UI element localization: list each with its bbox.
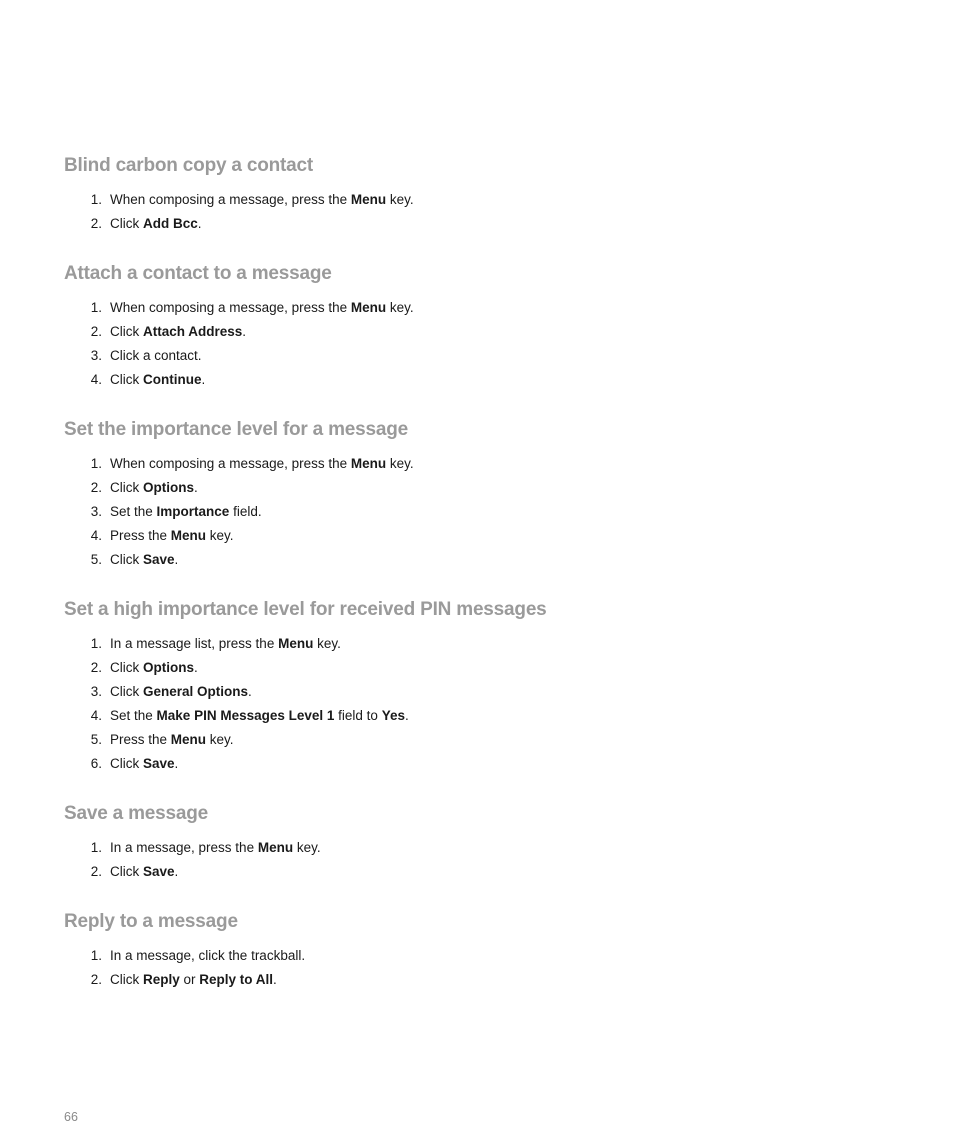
step-list [64, 944, 924, 992]
step-number: 2. [90, 972, 102, 987]
step-text [110, 968, 277, 992]
step-number: 1. [90, 636, 102, 651]
step-text-part: Click [110, 480, 143, 495]
ui-term: Options [143, 660, 194, 675]
section [64, 152, 924, 236]
step-number: 1. [90, 300, 102, 315]
section [64, 908, 924, 992]
step-text-part: Click [110, 660, 143, 675]
step-text-part: . [273, 972, 277, 987]
step-number: 3. [90, 504, 102, 519]
step-text [110, 368, 205, 392]
step-text-part: . [194, 660, 198, 675]
step-text-part: Set the [110, 504, 157, 519]
ui-term: Menu [350, 192, 387, 207]
step-text-part: Click [110, 972, 143, 987]
ui-term: Menu [278, 636, 314, 651]
step-text-part: Click [110, 372, 143, 387]
step-item [64, 344, 924, 368]
section [64, 800, 924, 884]
step-text-part: . [174, 552, 179, 567]
step-text-part: . [174, 864, 179, 879]
step-text [110, 320, 246, 344]
step-text-part: Click [110, 864, 143, 879]
ui-term: Save [143, 864, 175, 879]
step-text [110, 632, 341, 656]
ui-term: Options [143, 480, 194, 495]
step-text-part: Press the [110, 732, 171, 747]
section-title: Reply to a message [64, 911, 238, 932]
step-number: 5. [90, 732, 102, 747]
step-text-part: Click [110, 756, 143, 771]
step-item [64, 500, 924, 524]
step-number: 2. [90, 660, 102, 675]
ui-term: Reply [143, 972, 180, 987]
section [64, 596, 924, 776]
step-number: 2. [90, 324, 102, 339]
step-text-part: field. [229, 504, 262, 519]
step-text-part: field to [334, 708, 382, 723]
step-text-part: key. [313, 636, 341, 651]
step-text-part: Click a contact. [110, 348, 202, 363]
step-text-part: or [179, 972, 200, 987]
step-item [64, 452, 924, 476]
step-text-part: . [197, 216, 202, 231]
section-title: Attach a contact to a message [64, 263, 332, 284]
step-item [64, 704, 924, 728]
step-list [64, 188, 924, 236]
ui-term: Attach Address [143, 324, 243, 339]
step-text-part: . [174, 756, 179, 771]
step-text [110, 752, 178, 776]
document-content [64, 152, 924, 1016]
step-text [110, 548, 178, 572]
step-text-part: In a message, press the [110, 840, 258, 855]
step-text-part: Set the [110, 708, 157, 723]
step-item [64, 860, 924, 884]
step-text-part: . [248, 684, 252, 699]
ui-term: Continue [143, 372, 202, 387]
step-text-part: . [242, 324, 247, 339]
step-item [64, 752, 924, 776]
step-item [64, 296, 924, 320]
ui-term: Menu [257, 840, 294, 855]
step-text [110, 452, 414, 476]
step-text [110, 188, 414, 212]
ui-term: Importance [156, 504, 230, 519]
step-text [110, 704, 409, 728]
step-item [64, 632, 924, 656]
ui-term: Yes [381, 708, 405, 723]
section [64, 416, 924, 572]
step-text-part: . [201, 372, 206, 387]
step-number: 6. [90, 756, 102, 771]
step-text-part: key. [386, 300, 414, 315]
section-title: Blind carbon copy a contact [64, 155, 314, 176]
step-text-part: In a message, click the trackball. [110, 948, 306, 963]
step-number: 1. [90, 948, 102, 963]
step-number: 2. [90, 480, 102, 495]
step-item [64, 212, 924, 236]
step-text-part: . [194, 480, 198, 495]
ui-term: Save [143, 756, 175, 771]
step-item [64, 476, 924, 500]
page-number: 66 [64, 1110, 78, 1124]
step-text [110, 500, 262, 524]
step-item [64, 368, 924, 392]
step-text-part: key. [206, 528, 234, 543]
step-item [64, 188, 924, 212]
step-text [110, 296, 414, 320]
step-text-part: key. [386, 192, 414, 207]
section-title: Save a message [64, 803, 209, 824]
ui-term: Add Bcc [143, 216, 198, 231]
step-item [64, 548, 924, 572]
step-text-part: Click [110, 324, 143, 339]
step-text-part: key. [293, 840, 321, 855]
step-number: 3. [90, 348, 102, 363]
ui-term: Menu [170, 528, 207, 543]
step-text [110, 728, 234, 752]
step-number: 2. [90, 864, 102, 879]
step-list [64, 296, 924, 392]
step-number: 2. [90, 216, 102, 231]
step-number: 3. [90, 684, 102, 699]
step-item [64, 728, 924, 752]
section-title: Set a high importance level for received PIN messages [64, 599, 547, 620]
ui-term: Make PIN Messages Level 1 [156, 708, 335, 723]
step-number: 4. [90, 708, 102, 723]
step-text [110, 836, 321, 860]
step-text-part: In a message list, press the [110, 636, 279, 651]
step-list [64, 632, 924, 776]
step-text [110, 524, 234, 548]
section-title: Set the importance level for a message [64, 419, 409, 440]
step-text-part: key. [386, 456, 414, 471]
ui-term: Save [143, 552, 175, 567]
step-text [110, 212, 202, 236]
step-text [110, 680, 252, 704]
ui-term: Menu [350, 300, 387, 315]
step-item [64, 524, 924, 548]
step-text [110, 656, 198, 680]
step-list [64, 452, 924, 572]
step-text [110, 860, 178, 884]
step-text-part: key. [206, 732, 234, 747]
step-text-part: When composing a message, press the [110, 300, 351, 315]
step-number: 5. [90, 552, 102, 567]
step-item [64, 968, 924, 992]
step-text [110, 944, 305, 968]
ui-term: Reply to All [199, 972, 274, 987]
ui-term: General Options [143, 684, 249, 699]
step-item [64, 656, 924, 680]
section [64, 260, 924, 392]
step-item [64, 944, 924, 968]
step-text-part: . [404, 708, 409, 723]
step-list [64, 836, 924, 884]
step-number: 4. [90, 528, 102, 543]
ui-term: Menu [170, 732, 207, 747]
step-text-part: Click [110, 216, 143, 231]
step-number: 1. [90, 840, 102, 855]
step-text-part: Click [110, 684, 143, 699]
step-text-part: When composing a message, press the [110, 456, 351, 471]
step-text-part: When composing a message, press the [110, 192, 351, 207]
step-text [110, 476, 198, 500]
step-text-part: Click [110, 552, 143, 567]
ui-term: Menu [350, 456, 387, 471]
step-item [64, 836, 924, 860]
step-text [110, 344, 202, 368]
step-item [64, 320, 924, 344]
step-number: 1. [90, 456, 102, 471]
step-number: 4. [90, 372, 102, 387]
step-number: 1. [90, 192, 102, 207]
step-item [64, 680, 924, 704]
step-text-part: Press the [110, 528, 171, 543]
